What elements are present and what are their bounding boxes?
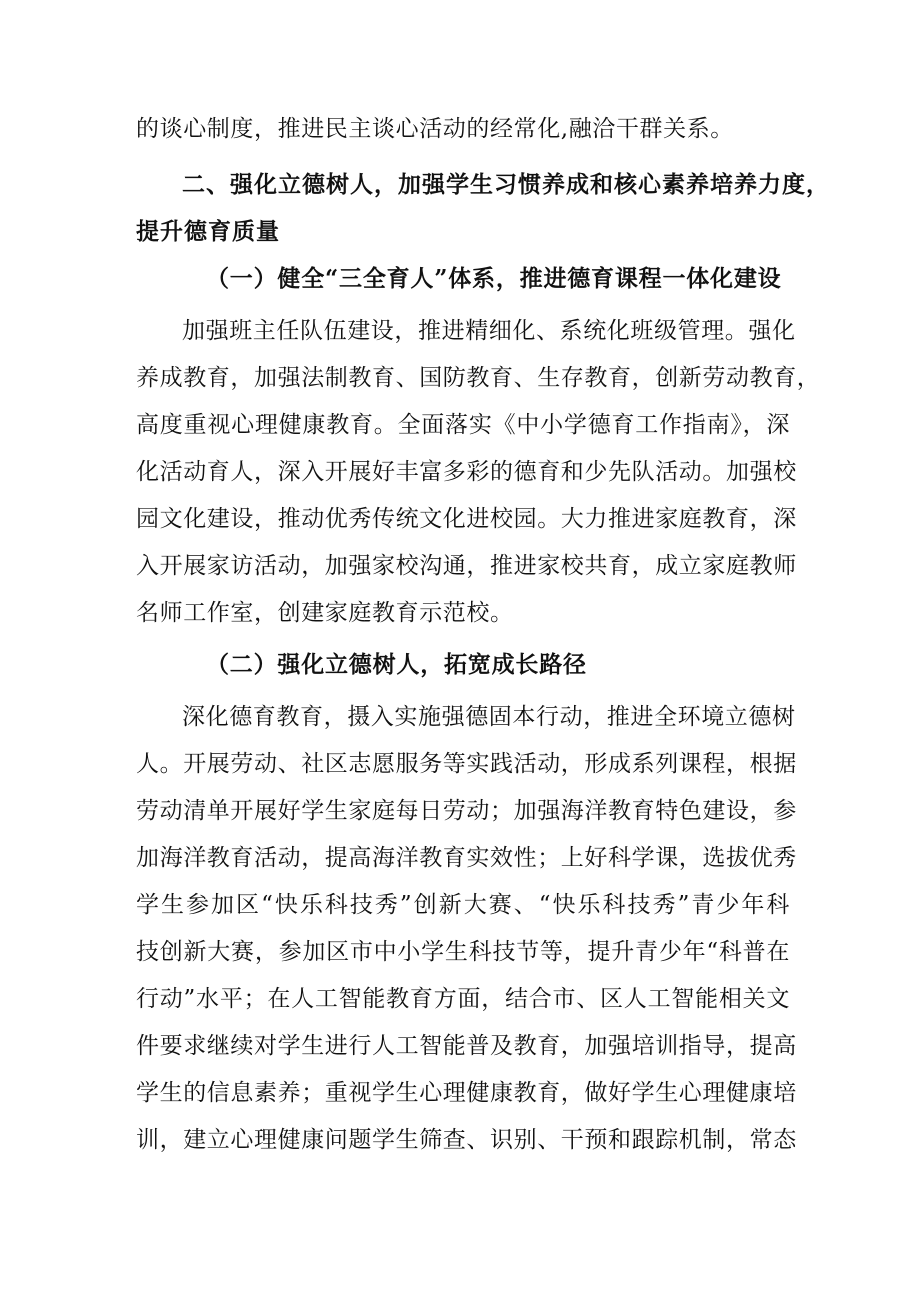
paragraph-2-line: 行动”水平；在人工智能教育方面，结合市、区人工智能相关文 <box>136 986 790 1012</box>
paragraph-1-line: 养成教育，加强法制教育、国防教育、生存教育，创新劳动教育， <box>136 365 821 391</box>
subsection-1-heading: （一）健全“三全育人”体系，推进德育课程一体化建设 <box>206 265 782 292</box>
paragraph-2-line: 训，建立心理健康问题学生筛查、识别、干预和跟踪机制，常态 <box>136 1127 797 1153</box>
section-heading-line-1: 二、强化立德树人，加强学生习惯养成和核心素养培养力度， <box>182 171 830 198</box>
paragraph-1-line: 加强班主任队伍建设，推进精细化、系统化班级管理。强化 <box>182 318 796 344</box>
subsection-2-heading: （二）强化立德树人，拓宽成长路径 <box>206 651 587 678</box>
paragraph-2-line: 加海洋教育活动，提高海洋教育实效性；上好科学课，选拔优秀 <box>136 845 797 871</box>
paragraph-1-line: 高度重视心理健康教育。全面落实《中小学德育工作指南》，深 <box>136 412 790 438</box>
paragraph-1-line: 化活动育人，深入开展好丰富多彩的德育和少先队活动。加强校 <box>136 459 797 485</box>
paragraph-2-line: 件要求继续对学生进行人工智能普及教育，加强培训指导，提高 <box>136 1033 797 1059</box>
paragraph-1-line: 名师工作室，创建家庭教育示范校。 <box>136 600 514 626</box>
paragraph-2-line: 技创新大赛，参加区市中小学生科技节等，提升青少年“科普在 <box>136 939 790 965</box>
section-heading-line-2: 提升德育质量 <box>136 218 280 245</box>
paragraph-2-line: 深化德育教育，摄入实施强德固本行动，推进全环境立德树 <box>182 704 796 730</box>
paragraph-1-line: 园文化建设，推动优秀传统文化进校园。大力推进家庭教育，深 <box>136 506 797 532</box>
paragraph-2-line: 劳动清单开展好学生家庭每日劳动；加强海洋教育特色建设，参 <box>136 798 797 824</box>
paragraph-1-line: 入开展家访活动，加强家校沟通，推进家校共育，成立家庭教师 <box>136 553 797 579</box>
paragraph-2-line: 学生参加区“快乐科技秀”创新大赛、“快乐科技秀”青少年科 <box>136 892 790 918</box>
continuation-line: 的谈心制度，推进民主谈心活动的经常化,融洽干群关系。 <box>136 116 734 142</box>
paragraph-2-line: 学生的信息素养；重视学生心理健康教育，做好学生心理健康培 <box>136 1080 797 1106</box>
paragraph-2-line: 人。开展劳动、社区志愿服务等实践活动，形成系列课程，根据 <box>136 751 797 777</box>
